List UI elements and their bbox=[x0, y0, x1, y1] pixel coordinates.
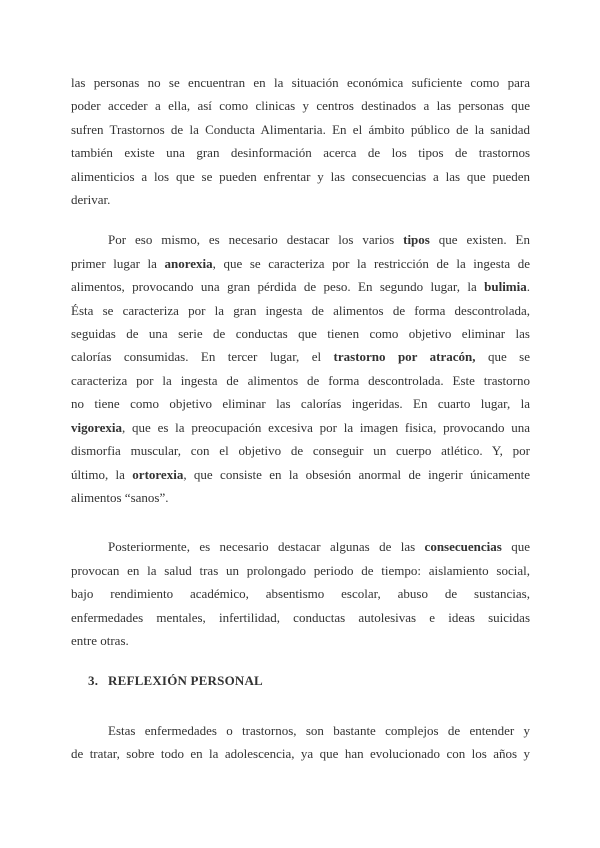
text-segment: alimentos, provocando una gran pérdida de peso. En segundo lugar, la bbox=[71, 279, 485, 295]
text-segment: Ésta se caracteriza por la gran ingesta de alimentos de forma descontrolada, bbox=[71, 302, 530, 318]
text-segment: alimentos “sanos”. bbox=[71, 489, 169, 505]
text-segment: trastorno por atracón, bbox=[333, 349, 476, 365]
text-line bbox=[71, 392, 530, 415]
text-line bbox=[71, 486, 530, 509]
text-segment: ortorexia bbox=[132, 466, 184, 482]
heading-label: REFLEXIÓN PERSONAL bbox=[108, 673, 263, 689]
text-segment: consecuencias bbox=[424, 539, 502, 555]
text-segment: calorías consumidas. En tercer lugar, el bbox=[71, 349, 334, 365]
text-segment: . bbox=[526, 279, 530, 295]
text-segment: último, la bbox=[71, 466, 133, 482]
paragraph bbox=[71, 719, 530, 766]
text-segment: dismorfia muscular, con el objetivo de conseguir un cuerpo atlético. Y, por bbox=[71, 443, 530, 459]
text-segment: seguidas de una serie de conductas que tienen como objetivo eliminar las bbox=[71, 326, 530, 342]
text-line bbox=[71, 606, 530, 629]
text-segment: que existen. En bbox=[429, 232, 530, 248]
text-line bbox=[71, 275, 530, 298]
section-heading bbox=[71, 669, 530, 692]
text-segment: derivar. bbox=[71, 192, 111, 208]
text-segment: de tratar, sobre todo en la adolescencia, ya que han evolucionado con los años y bbox=[71, 746, 530, 762]
text-line bbox=[71, 141, 530, 164]
text-line bbox=[71, 118, 530, 141]
text-line bbox=[71, 719, 530, 742]
text-line bbox=[71, 252, 530, 275]
text-segment: , que consiste en la obsesión anormal de ingerir únicamente bbox=[183, 466, 530, 482]
heading-number: 3. bbox=[88, 673, 99, 689]
text-line bbox=[71, 299, 530, 322]
text-segment: sufren Trastornos de la Conducta Alimentaria. En el ámbito público de la sanidad bbox=[71, 121, 530, 137]
text-segment: alimenticios a los que se pueden enfrentar y las consecuencias a las que pueden bbox=[71, 168, 530, 184]
text-line bbox=[71, 742, 530, 765]
text-segment: enfermedades mentales, infertilidad, conductas autolesivas e ideas suicidas bbox=[71, 609, 530, 625]
text-segment: anorexia bbox=[164, 255, 213, 271]
paragraph bbox=[71, 535, 530, 652]
text-segment: Por eso mismo, es necesario destacar los varios bbox=[108, 232, 404, 248]
text-line bbox=[71, 94, 530, 117]
text-segment: provocan en la salud tras un prolongado periodo de tiempo: aislamiento social, bbox=[71, 562, 530, 578]
text-segment: bulimia bbox=[484, 279, 527, 295]
text-line bbox=[71, 369, 530, 392]
text-segment: primer lugar la bbox=[71, 255, 165, 271]
text-segment: las personas no se encuentran en la situación económica suficiente como para bbox=[71, 75, 530, 90]
text-line bbox=[71, 165, 530, 188]
text-line bbox=[71, 71, 530, 94]
paragraph bbox=[71, 71, 530, 211]
text-line bbox=[71, 629, 530, 652]
text-line bbox=[71, 535, 530, 558]
text-segment: no tiene como objetivo eliminar las calorías ingeridas. En cuarto lugar, la bbox=[71, 396, 530, 412]
text-line bbox=[71, 322, 530, 345]
text-segment: , que es la preocupación excesiva por la imagen fisica, provocando una bbox=[122, 419, 530, 435]
text-line bbox=[71, 582, 530, 605]
text-line bbox=[71, 188, 530, 211]
text-line bbox=[71, 463, 530, 486]
text-segment: entre otras. bbox=[71, 632, 129, 648]
text-line bbox=[71, 416, 530, 439]
text-segment: , que se caracteriza por la restricción de la ingesta de bbox=[212, 255, 530, 271]
text-segment: Estas enfermedades o trastornos, son bastante complejos de entender y bbox=[108, 722, 530, 738]
text-segment: bajo rendimiento académico, absentismo escolar, abuso de sustancias, bbox=[71, 586, 530, 602]
text-segment: poder acceder a ella, así como clinicas y centros destinados a las personas que bbox=[71, 98, 530, 114]
text-segment: también existe una gran desinformación acerca de los tipos de trastornos bbox=[71, 145, 530, 161]
text-segment: tipos bbox=[403, 232, 430, 248]
text-segment: que bbox=[501, 539, 530, 555]
text-line bbox=[71, 345, 530, 368]
text-segment: que se bbox=[475, 349, 530, 365]
paragraph bbox=[71, 228, 530, 509]
text-segment: vigorexia bbox=[71, 419, 123, 435]
text-line bbox=[71, 559, 530, 582]
text-segment: Posteriormente, es necesario destacar algunas de las bbox=[108, 539, 425, 555]
text-content bbox=[71, 71, 530, 766]
text-segment: caracteriza por la ingesta de alimentos de forma descontrolada. Este trastorno bbox=[71, 372, 530, 388]
text-line bbox=[71, 228, 530, 251]
text-line bbox=[71, 439, 530, 462]
